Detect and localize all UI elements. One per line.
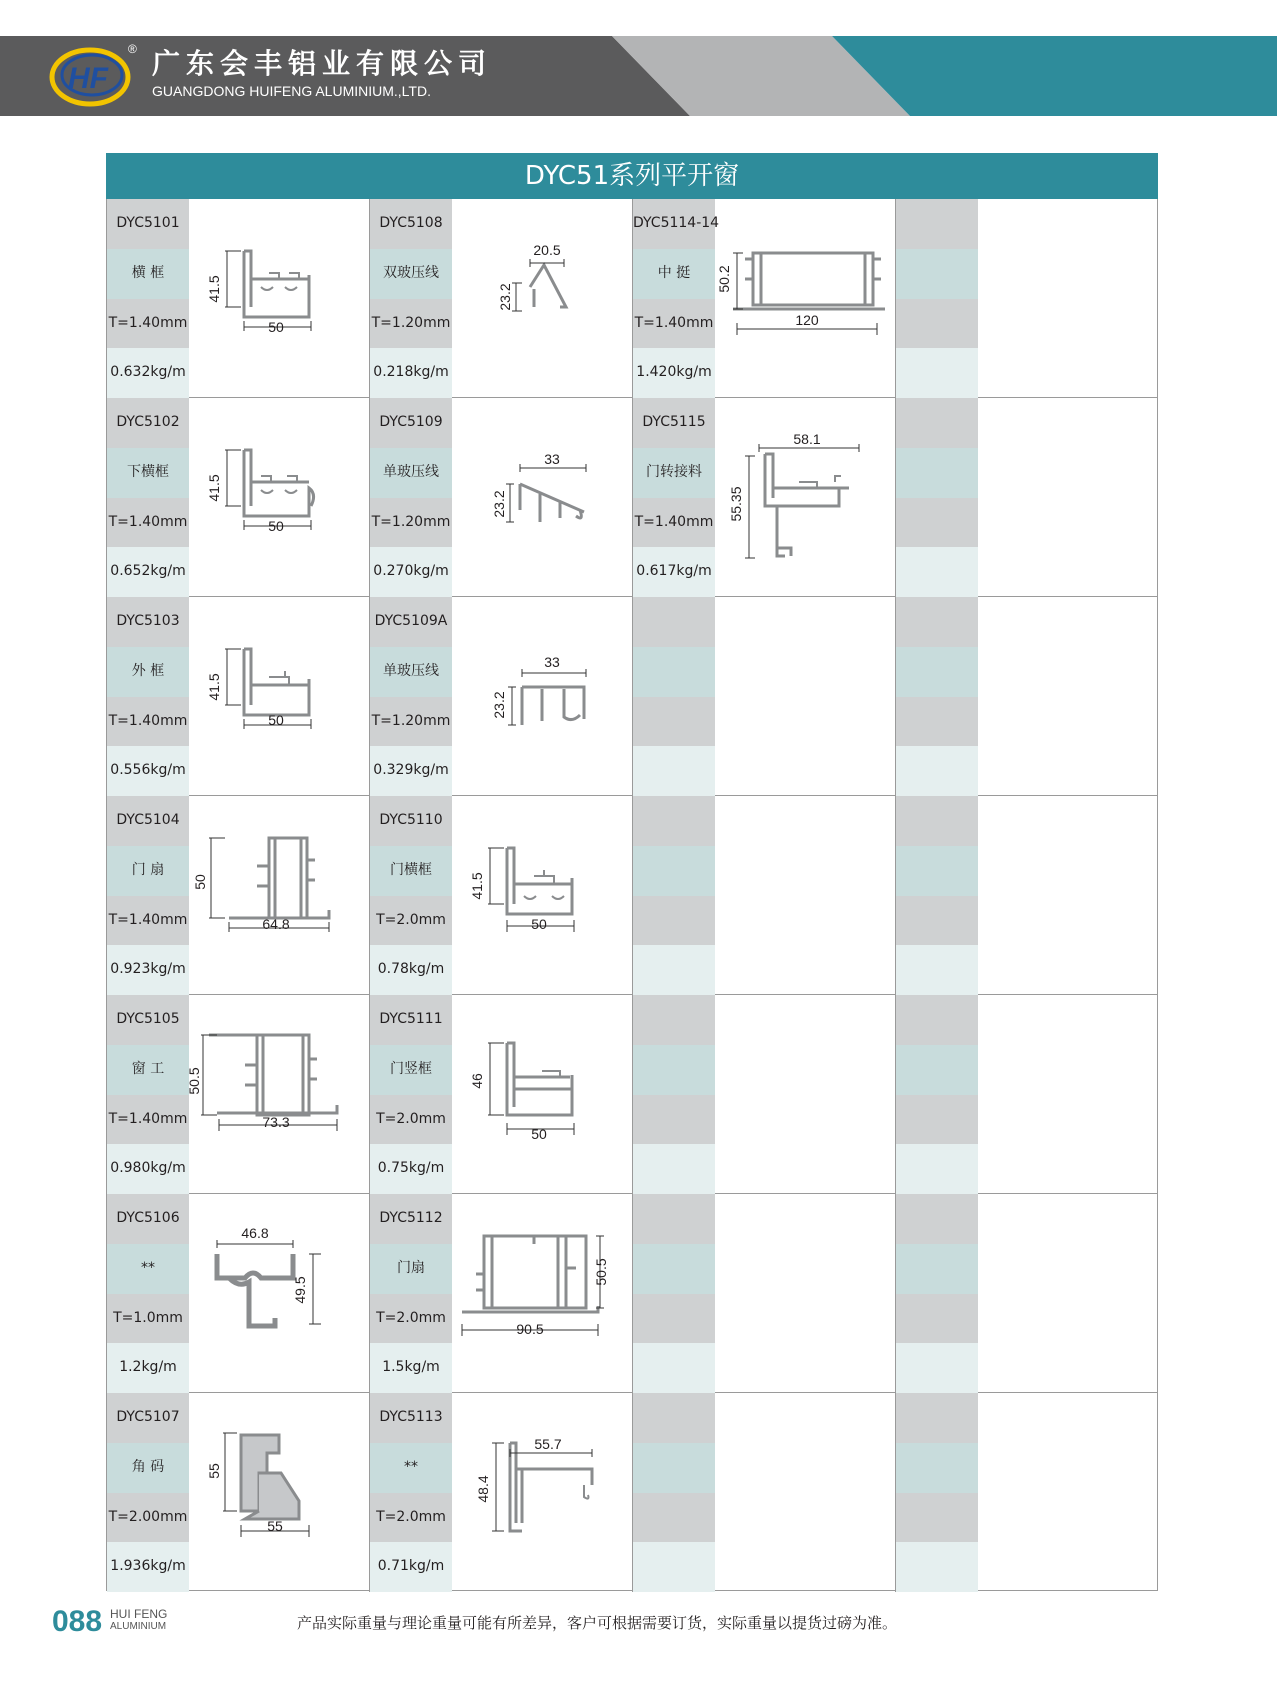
profile-info	[370, 597, 452, 796]
profile-info	[370, 199, 452, 398]
profile-thickness: T=1.40mm	[633, 299, 715, 349]
profile-cell	[107, 597, 370, 796]
profile-drawing	[452, 796, 632, 995]
profile-cell	[370, 398, 633, 597]
profile-thickness	[633, 697, 715, 747]
profile-code	[633, 1393, 715, 1443]
dimension-label: 50	[531, 916, 547, 932]
profile-code: DYC5115	[633, 398, 715, 448]
profile-thickness	[896, 896, 978, 946]
dimension-label: 120	[795, 312, 819, 328]
profile-info	[896, 597, 978, 796]
dimension-label: 50.5	[593, 1258, 609, 1286]
profile-drawing	[715, 199, 895, 398]
footer-note: 产品实际重量与理论重量可能有所差异，客户可根据需要订货，实际重量以提货过磅为准。	[297, 1614, 898, 1632]
profile-thickness: T=1.40mm	[107, 498, 189, 548]
profile-thickness	[896, 498, 978, 548]
product-table	[106, 199, 1158, 1591]
profile-thickness: T=1.40mm	[107, 896, 189, 946]
profile-cell	[107, 1194, 370, 1393]
profile-name: 角 码	[107, 1443, 189, 1493]
profile-weight: 1.420kg/m	[633, 348, 715, 398]
table-row	[107, 1393, 1157, 1592]
profile-info	[896, 1194, 978, 1393]
profile-name	[633, 846, 715, 896]
profile-thickness: T=1.20mm	[370, 498, 452, 548]
profile-thickness	[896, 1294, 978, 1344]
profile-thickness: T=1.20mm	[370, 299, 452, 349]
profile-code: DYC5105	[107, 995, 189, 1045]
profile-name: 双玻压线	[370, 249, 452, 299]
profile-name	[633, 1244, 715, 1294]
profile-drawing	[452, 995, 632, 1194]
dimension-label: 33	[544, 451, 560, 467]
profile-thickness	[633, 1294, 715, 1344]
profile-info	[107, 1393, 189, 1592]
profile-code: DYC5101	[107, 199, 189, 249]
profile-drawing	[189, 1393, 369, 1592]
profile-code: DYC5108	[370, 199, 452, 249]
profile-code	[896, 597, 978, 647]
profile-info	[633, 199, 720, 398]
profile-weight	[896, 547, 978, 597]
profile-weight: 0.218kg/m	[370, 348, 452, 398]
profile-code	[896, 995, 978, 1045]
profile-name	[896, 846, 978, 896]
profile-weight: 0.329kg/m	[370, 746, 452, 796]
profile-name: 横 框	[107, 249, 189, 299]
profile-weight: 1.5kg/m	[370, 1343, 452, 1393]
profile-name	[633, 647, 715, 697]
profile-cell	[107, 1393, 370, 1592]
profile-info	[896, 199, 978, 398]
profile-info	[896, 1393, 978, 1592]
profile-cell	[633, 1194, 896, 1393]
profile-drawing	[452, 1393, 632, 1592]
page-number: 088	[52, 1605, 103, 1638]
profile-weight: 0.923kg/m	[107, 945, 189, 995]
profile-name: 单玻压线	[370, 647, 452, 697]
profile-name: 中 挺	[633, 249, 715, 299]
profile-info	[896, 398, 978, 597]
dimension-label: 41.5	[469, 872, 485, 900]
profile-weight: 0.652kg/m	[107, 547, 189, 597]
profile-thickness: T=2.00mm	[107, 1493, 189, 1543]
profile-info	[370, 1194, 452, 1393]
profile-code	[633, 1194, 715, 1244]
dimension-label: 49.5	[292, 1276, 308, 1304]
profile-cell	[896, 1393, 1157, 1592]
profile-info	[370, 398, 452, 597]
profile-cell	[370, 1194, 633, 1393]
dimension-label: 55	[267, 1518, 283, 1534]
dimension-label: 50	[192, 874, 208, 890]
profile-code	[896, 199, 978, 249]
company-name-cn: 广东会丰铝业有限公司	[152, 47, 493, 80]
profile-cell	[107, 398, 370, 597]
profile-cell	[896, 597, 1157, 796]
profile-thickness	[896, 299, 978, 349]
profile-thickness: T=2.0mm	[370, 1493, 452, 1543]
profile-code	[633, 995, 715, 1045]
table-row	[107, 597, 1157, 796]
profile-cell	[370, 995, 633, 1194]
profile-weight	[896, 1343, 978, 1393]
profile-cell	[633, 199, 896, 398]
profile-info	[633, 1194, 715, 1393]
profile-cell	[107, 796, 370, 995]
table-row	[107, 1194, 1157, 1393]
profile-drawing	[452, 597, 632, 796]
profile-weight: 0.78kg/m	[370, 945, 452, 995]
profile-thickness: T=1.20mm	[370, 697, 452, 747]
table-row	[107, 995, 1157, 1194]
profile-cell	[896, 995, 1157, 1194]
dimension-label: 58.1	[793, 431, 821, 447]
profile-code	[633, 796, 715, 846]
profile-drawing	[189, 1194, 369, 1393]
dimension-label: 50	[531, 1126, 547, 1142]
profile-name: 门扇	[370, 1244, 452, 1294]
profile-name: 门 扇	[107, 846, 189, 896]
profile-thickness	[896, 1493, 978, 1543]
profile-cell	[633, 1393, 896, 1592]
profile-info	[633, 398, 715, 597]
profile-cell	[633, 995, 896, 1194]
profile-name	[896, 249, 978, 299]
profile-weight: 0.556kg/m	[107, 746, 189, 796]
dimension-label: 73.3	[262, 1114, 290, 1130]
profile-code	[633, 597, 715, 647]
profile-thickness: T=1.0mm	[107, 1294, 189, 1344]
profile-cell	[896, 796, 1157, 995]
dimension-label: 55.35	[728, 486, 744, 522]
profile-name	[633, 1045, 715, 1095]
profile-weight: 0.71kg/m	[370, 1542, 452, 1592]
profile-code	[896, 796, 978, 846]
dimension-label: 41.5	[206, 275, 222, 303]
profile-drawing	[452, 1194, 632, 1393]
profile-name	[896, 1443, 978, 1493]
profile-name: **	[107, 1244, 189, 1294]
profile-weight: 1.2kg/m	[107, 1343, 189, 1393]
profile-code: DYC5106	[107, 1194, 189, 1244]
profile-info	[896, 995, 978, 1194]
profile-name: 门横框	[370, 846, 452, 896]
profile-cell	[896, 398, 1157, 597]
profile-weight	[896, 1144, 978, 1194]
profile-weight	[896, 746, 978, 796]
profile-weight: 0.270kg/m	[370, 547, 452, 597]
profile-name: 下横框	[107, 448, 189, 498]
dimension-label: 23.2	[491, 691, 507, 719]
profile-drawing	[189, 398, 369, 597]
profile-info	[370, 796, 452, 995]
profile-name: 外 框	[107, 647, 189, 697]
profile-weight: 1.936kg/m	[107, 1542, 189, 1592]
profile-cell	[370, 597, 633, 796]
profile-weight	[896, 348, 978, 398]
profile-code: DYC5109A	[370, 597, 452, 647]
dimension-label: 41.5	[206, 474, 222, 502]
profile-cell	[633, 398, 896, 597]
profile-cell	[896, 199, 1157, 398]
profile-weight: 0.75kg/m	[370, 1144, 452, 1194]
profile-code: DYC5109	[370, 398, 452, 448]
profile-code: DYC5113	[370, 1393, 452, 1443]
profile-info	[107, 199, 189, 398]
profile-code: DYC5111	[370, 995, 452, 1045]
dimension-label: 50.2	[716, 265, 732, 293]
profile-code: DYC5104	[107, 796, 189, 846]
profile-weight: 0.980kg/m	[107, 1144, 189, 1194]
profile-info	[633, 597, 715, 796]
profile-info	[107, 597, 189, 796]
profile-code: DYC5112	[370, 1194, 452, 1244]
table-row	[107, 398, 1157, 597]
profile-name	[896, 448, 978, 498]
profile-thickness	[896, 697, 978, 747]
profile-drawing	[189, 199, 369, 398]
dimension-label: 50	[268, 518, 284, 534]
dimension-label: 64.8	[262, 916, 290, 932]
profile-drawing	[715, 398, 895, 597]
profile-weight	[633, 1144, 715, 1194]
profile-code: DYC5103	[107, 597, 189, 647]
profile-cell	[370, 796, 633, 995]
profile-cell	[370, 199, 633, 398]
profile-weight: 0.632kg/m	[107, 348, 189, 398]
profile-cell	[107, 199, 370, 398]
profile-thickness	[633, 1095, 715, 1145]
profile-name: 单玻压线	[370, 448, 452, 498]
profile-name	[633, 1443, 715, 1493]
company-name-en: GUANGDONG HUIFENG ALUMINIUM.,LTD.	[152, 83, 431, 99]
profile-drawing	[452, 398, 632, 597]
profile-thickness: T=1.40mm	[107, 299, 189, 349]
logo-text: HF	[68, 62, 108, 95]
profile-code: DYC5102	[107, 398, 189, 448]
profile-name	[896, 647, 978, 697]
profile-info	[633, 1393, 715, 1592]
profile-code	[896, 1393, 978, 1443]
profile-drawing	[452, 199, 632, 398]
profile-info	[633, 995, 715, 1194]
profile-name	[896, 1045, 978, 1095]
profile-weight	[633, 945, 715, 995]
profile-cell	[370, 1393, 633, 1592]
profile-thickness: T=2.0mm	[370, 1294, 452, 1344]
profile-info	[107, 398, 189, 597]
profile-code: DYC5107	[107, 1393, 189, 1443]
dimension-label: 41.5	[206, 673, 222, 701]
profile-name: **	[370, 1443, 452, 1493]
profile-info	[896, 796, 978, 995]
dimension-label: 50.5	[186, 1067, 202, 1095]
profile-thickness	[633, 896, 715, 946]
profile-info	[107, 1194, 189, 1393]
profile-thickness: T=1.40mm	[107, 697, 189, 747]
dimension-label: 50	[268, 712, 284, 728]
profile-weight	[633, 1542, 715, 1592]
profile-code	[896, 1194, 978, 1244]
dimension-label: 46	[469, 1073, 485, 1089]
profile-thickness: T=2.0mm	[370, 896, 452, 946]
profile-code: DYC5114-14	[633, 199, 715, 249]
profile-thickness: T=1.40mm	[107, 1095, 189, 1145]
footer-brand-sub: ALUMINIUM	[110, 1621, 167, 1632]
page-title: DYC51系列平开窗	[106, 153, 1158, 199]
profile-weight: 0.617kg/m	[633, 547, 715, 597]
profile-cell	[633, 597, 896, 796]
profile-name: 窗 工	[107, 1045, 189, 1095]
dimension-label: 50	[268, 319, 284, 335]
profile-code: DYC5110	[370, 796, 452, 846]
profile-info	[107, 995, 189, 1194]
footer-brand: HUI FENG	[110, 1607, 168, 1621]
profile-name: 门转接料	[633, 448, 715, 498]
table-row	[107, 796, 1157, 995]
profile-drawing	[189, 597, 369, 796]
profile-drawing	[186, 995, 369, 1194]
profile-weight	[896, 945, 978, 995]
dimension-label: 20.5	[533, 242, 561, 258]
dimension-label: 55	[206, 1463, 222, 1479]
profile-thickness	[633, 1493, 715, 1543]
profile-drawing	[189, 796, 369, 995]
profile-name	[896, 1244, 978, 1294]
profile-thickness	[896, 1095, 978, 1145]
dimension-label: 90.5	[516, 1321, 544, 1337]
profile-cell	[896, 1194, 1157, 1393]
profile-info	[633, 796, 715, 995]
registered-mark: ®	[128, 42, 137, 56]
profile-weight	[633, 746, 715, 796]
profile-cell	[633, 796, 896, 995]
profile-thickness: T=2.0mm	[370, 1095, 452, 1145]
dimension-label: 23.2	[491, 490, 507, 518]
dimension-label: 48.4	[475, 1475, 491, 1503]
dimension-label: 46.8	[241, 1225, 269, 1241]
table-row	[107, 199, 1157, 398]
dimension-label: 23.2	[497, 283, 513, 311]
profile-info	[107, 796, 189, 995]
profile-thickness: T=1.40mm	[633, 498, 715, 548]
profile-code	[896, 398, 978, 448]
profile-cell	[107, 995, 370, 1194]
profile-weight	[633, 1343, 715, 1393]
profile-info	[370, 995, 452, 1194]
dimension-label: 33	[544, 654, 560, 670]
profile-weight	[896, 1542, 978, 1592]
dimension-label: 55.7	[534, 1436, 562, 1452]
profile-name: 门竖框	[370, 1045, 452, 1095]
profile-info	[370, 1393, 452, 1592]
